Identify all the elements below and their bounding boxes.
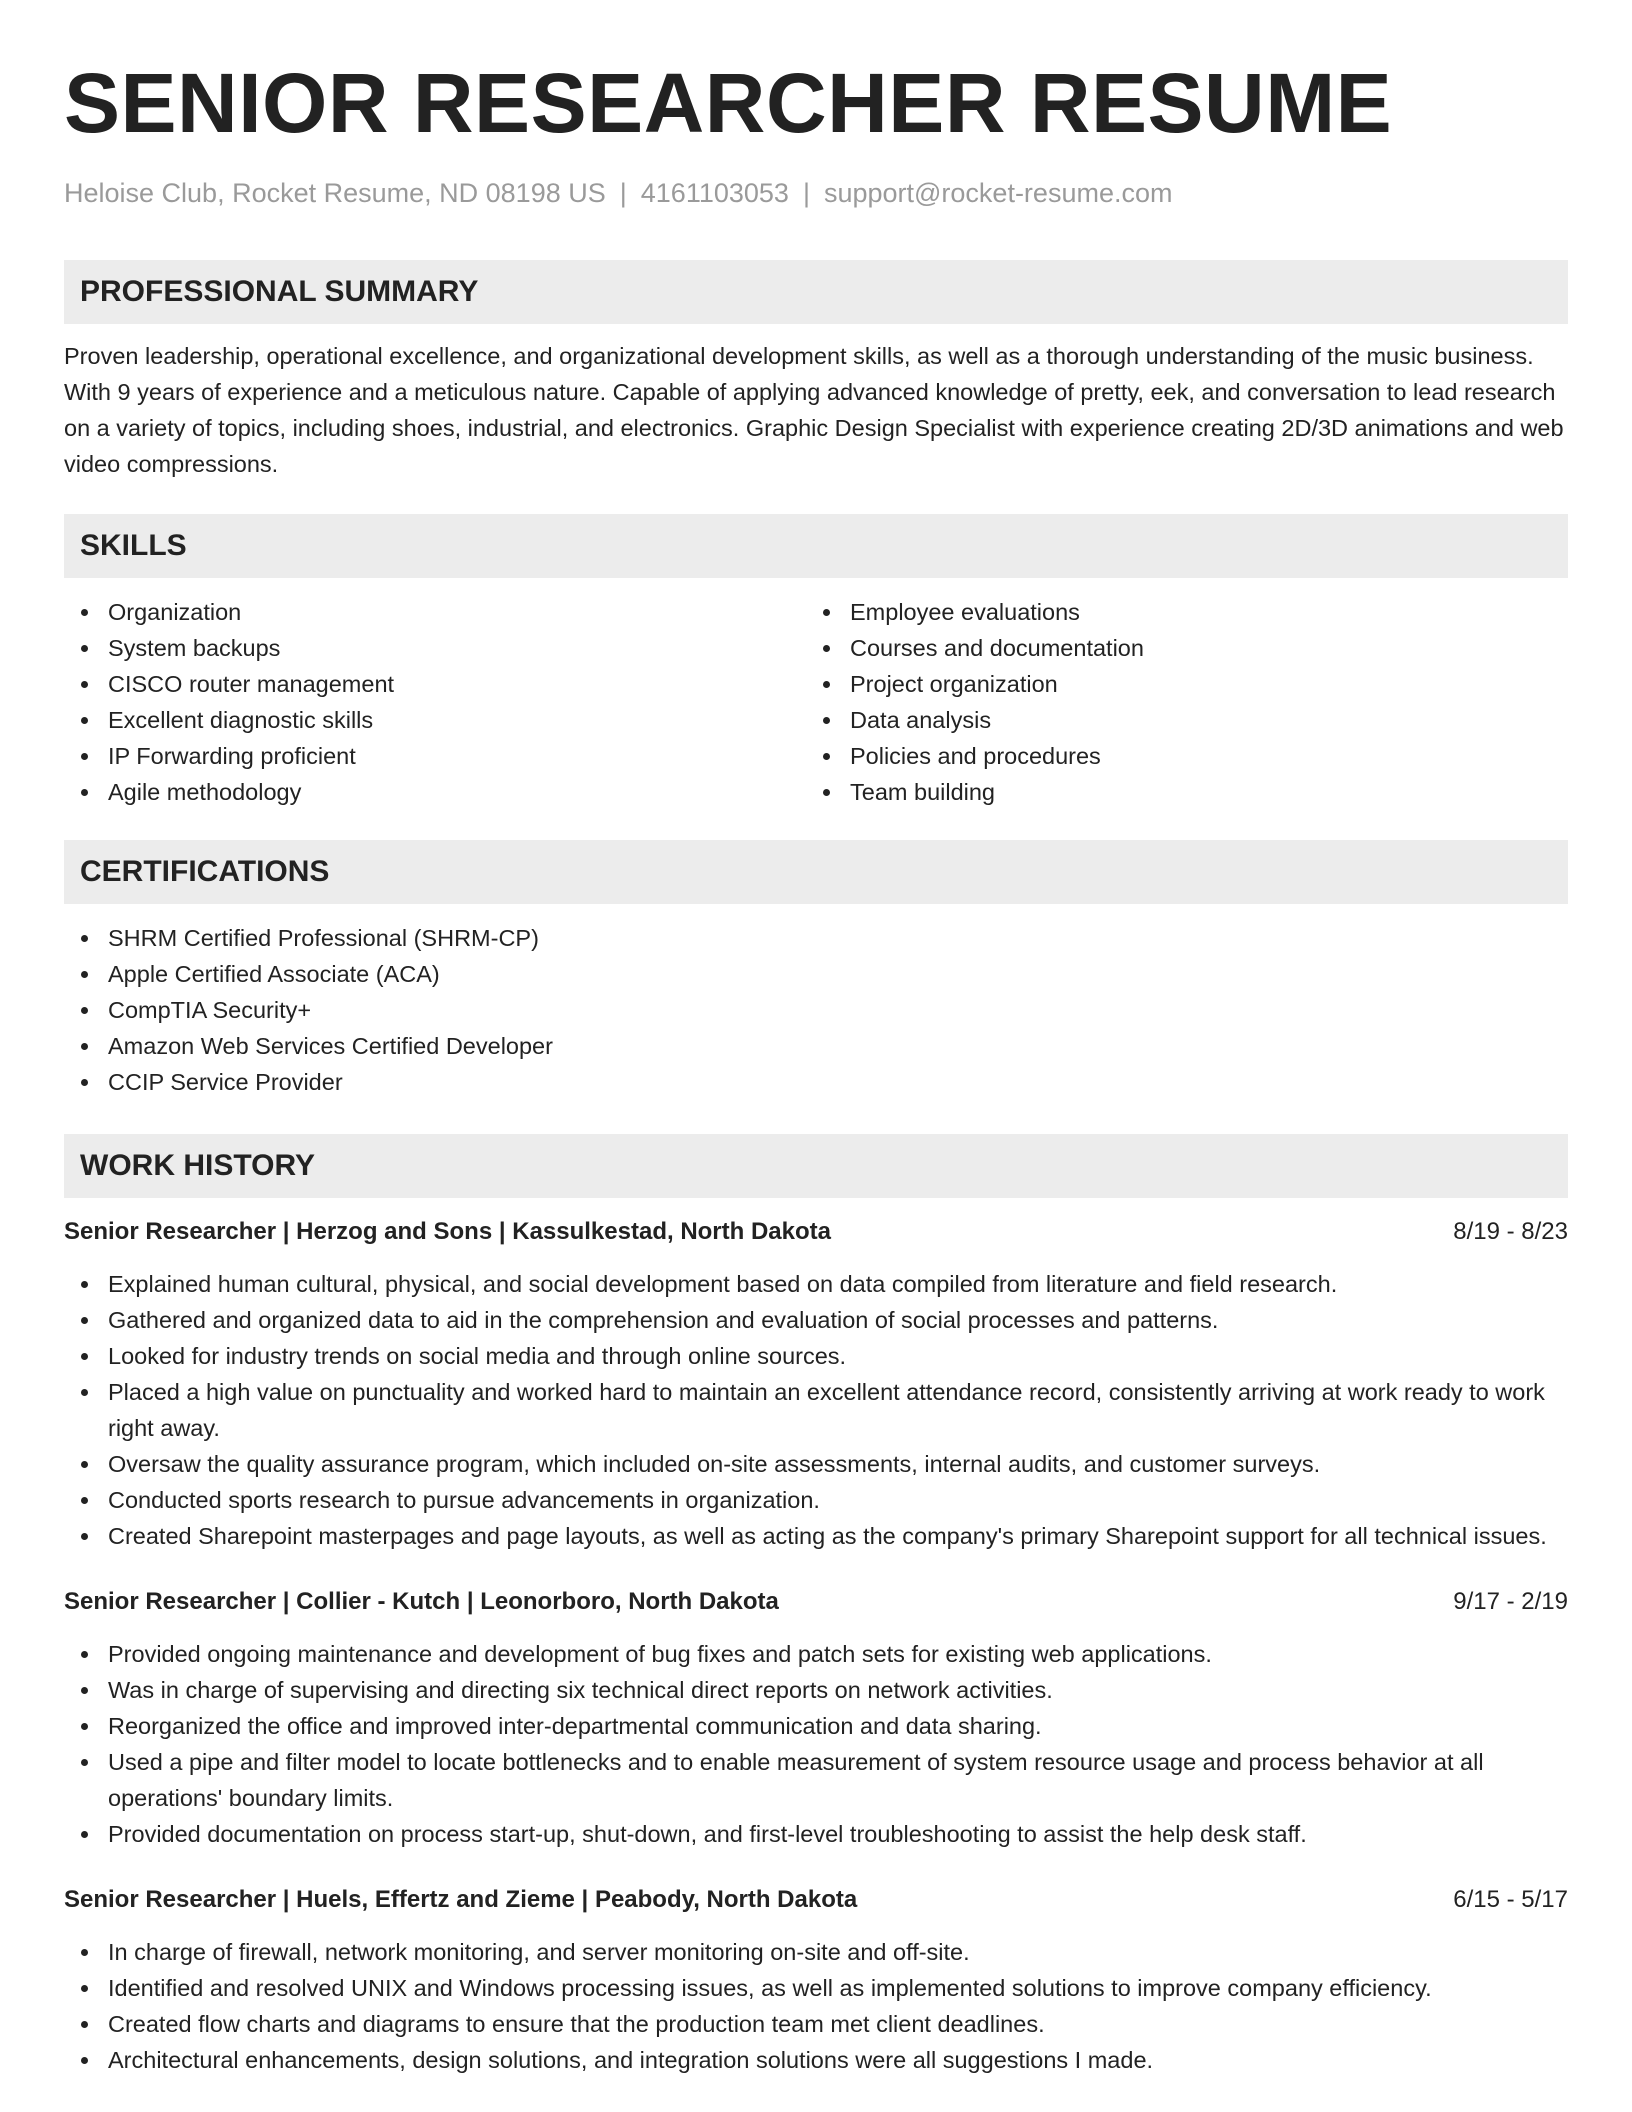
job-bullet: Used a pipe and filter model to locate bottlenecks and to enable measurement of system resource usage and process behavior at all operations' boundary limits. bbox=[64, 1744, 1568, 1816]
section-header-summary: PROFESSIONAL SUMMARY bbox=[64, 260, 1568, 324]
certification-item: Amazon Web Services Certified Developer bbox=[64, 1028, 1568, 1064]
job-bullet: Created flow charts and diagrams to ensure that the production team met client deadlines. bbox=[64, 2006, 1568, 2042]
contact-separator: | bbox=[619, 178, 627, 208]
job-bullet: Gathered and organized data to aid in the comprehension and evaluation of social processes and patterns. bbox=[64, 1302, 1568, 1338]
job-header bbox=[64, 1882, 1568, 1918]
job-bullet: Looked for industry trends on social media and through online sources. bbox=[64, 1338, 1568, 1374]
skill-item: Employee evaluations bbox=[806, 594, 1548, 630]
job-bullet: Created Sharepoint masterpages and page layouts, as well as acting as the company's primary Sharepoint support for all technical issues. bbox=[64, 1518, 1568, 1554]
job-bullet: Architectural enhancements, design solutions, and integration solutions were all suggestions I made. bbox=[64, 2042, 1568, 2078]
skill-item: Organization bbox=[64, 594, 806, 630]
job-bullet: Provided documentation on process start-up, shut-down, and first-level troubleshooting to assist the help desk staff. bbox=[64, 1816, 1568, 1852]
job-header bbox=[64, 1584, 1568, 1620]
summary-text: Proven leadership, operational excellence, and organizational development skills, as well as a thorough understanding of the music business. With 9 years of experience and a meticulous nature. Capable of applying advanced knowledge of pretty, eek, and conversation to lead research on a variety of topics, including shoes, industrial, and electronics. Graphic Design Specialist with experience creating 2D/3D animations and web video compressions. bbox=[64, 343, 1564, 477]
job-bullet: Explained human cultural, physical, and social development based on data compiled from literature and field research. bbox=[64, 1266, 1568, 1302]
certification-item: CCIP Service Provider bbox=[64, 1064, 1568, 1100]
job-header bbox=[64, 1214, 1568, 1250]
job-bullet: Placed a high value on punctuality and worked hard to maintain an excellent attendance record, consistently arriving at work ready to work right away. bbox=[64, 1374, 1568, 1446]
contact-phone: 4161103053 bbox=[640, 178, 789, 208]
certification-item: Apple Certified Associate (ACA) bbox=[64, 956, 1568, 992]
certification-item: CompTIA Security+ bbox=[64, 992, 1568, 1028]
section-header-work-history: WORK HISTORY bbox=[64, 1134, 1568, 1198]
job-title: Senior Researcher | Huels, Effertz and Zieme | Peabody, North Dakota bbox=[64, 1886, 858, 1913]
skill-item: Data analysis bbox=[806, 702, 1548, 738]
certification-item: SHRM Certified Professional (SHRM-CP) bbox=[64, 920, 1568, 956]
contact-email: support@rocket-resume.com bbox=[823, 178, 1173, 208]
skill-item: IP Forwarding proficient bbox=[64, 738, 806, 774]
job-entry bbox=[64, 1584, 1568, 1852]
certifications-list bbox=[64, 920, 1568, 1100]
job-bullets bbox=[64, 1636, 1568, 1852]
skill-item: Agile methodology bbox=[64, 774, 806, 810]
job-title: Senior Researcher | Collier - Kutch | Leonorboro, North Dakota bbox=[64, 1588, 779, 1615]
resume-title: SENIOR RESEARCHER RESUME bbox=[64, 56, 1393, 150]
job-bullet: Provided ongoing maintenance and development of bug fixes and patch sets for existing web applications. bbox=[64, 1636, 1568, 1672]
job-bullet: Was in charge of supervising and directing six technical direct reports on network activities. bbox=[64, 1672, 1568, 1708]
job-dates: 6/15 - 5/17 bbox=[1453, 1886, 1568, 1913]
skill-item: System backups bbox=[64, 630, 806, 666]
contact-separator: | bbox=[802, 178, 810, 208]
job-bullet: Oversaw the quality assurance program, which included on-site assessments, internal audits, and customer surveys. bbox=[64, 1446, 1568, 1482]
skill-item: Team building bbox=[806, 774, 1548, 810]
job-bullet: Conducted sports research to pursue advancements in organization. bbox=[64, 1482, 1568, 1518]
skills-list-right bbox=[806, 594, 1548, 810]
job-bullet: Reorganized the office and improved inter-departmental communication and data sharing. bbox=[64, 1708, 1568, 1744]
skill-item: Project organization bbox=[806, 666, 1548, 702]
job-title: Senior Researcher | Herzog and Sons | Kassulkestad, North Dakota bbox=[64, 1218, 831, 1245]
job-dates: 8/19 - 8/23 bbox=[1453, 1218, 1568, 1245]
skill-item: CISCO router management bbox=[64, 666, 806, 702]
skills-list-left bbox=[64, 594, 806, 810]
skill-item: Courses and documentation bbox=[806, 630, 1548, 666]
job-bullet: In charge of firewall, network monitoring, and server monitoring on-site and off-site. bbox=[64, 1934, 1568, 1970]
contact-line bbox=[64, 176, 1568, 210]
job-bullets bbox=[64, 1266, 1568, 1554]
section-header-certifications: CERTIFICATIONS bbox=[64, 840, 1568, 904]
skill-item: Excellent diagnostic skills bbox=[64, 702, 806, 738]
skills-columns bbox=[64, 594, 1568, 810]
job-entry bbox=[64, 1882, 1568, 2078]
job-bullet: Identified and resolved UNIX and Windows processing issues, as well as implemented solutions to improve company efficiency. bbox=[64, 1970, 1568, 2006]
contact-address: Heloise Club, Rocket Resume, ND 08198 US bbox=[64, 178, 606, 208]
job-bullets bbox=[64, 1934, 1568, 2078]
job-dates: 9/17 - 2/19 bbox=[1453, 1588, 1568, 1615]
section-header-skills: SKILLS bbox=[64, 514, 1568, 578]
job-entry bbox=[64, 1214, 1568, 1554]
skill-item: Policies and procedures bbox=[806, 738, 1548, 774]
